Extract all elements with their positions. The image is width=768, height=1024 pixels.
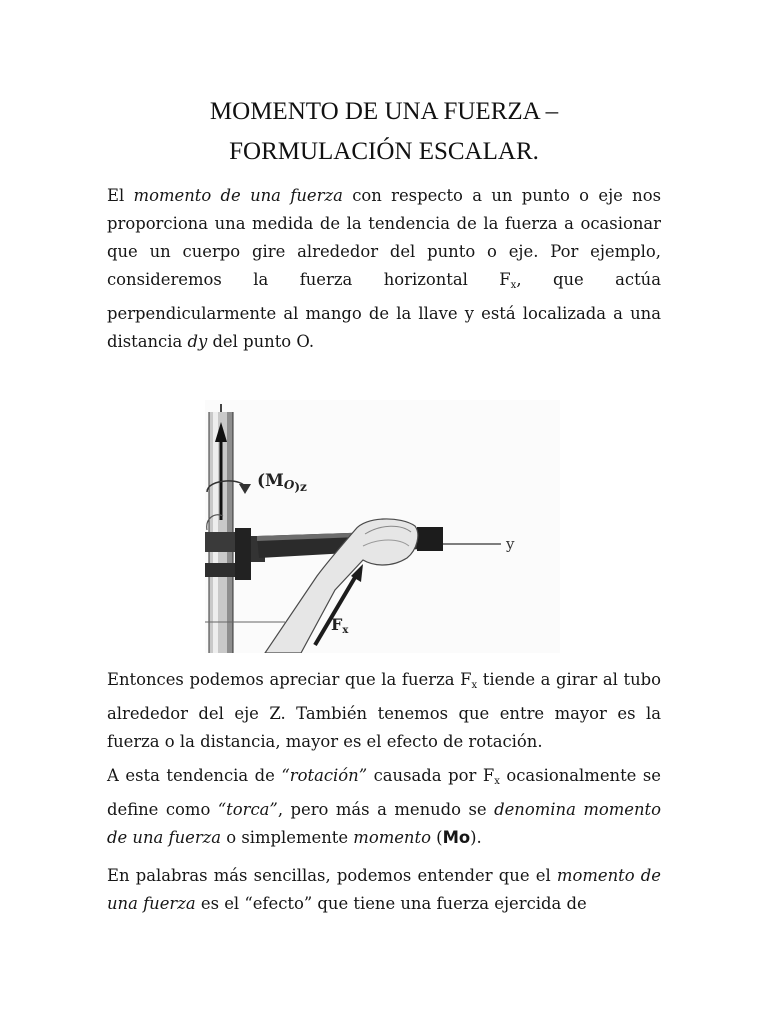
- emphasis-text: “rotación”: [281, 766, 368, 785]
- text: , que actúa perpendicularmente al mango de la llave y está localizada a una distancia: [107, 270, 662, 351]
- text: El: [107, 186, 134, 205]
- text: Entonces podemos apreciar que la fuerza F: [107, 670, 472, 689]
- document-title: [0, 92, 768, 172]
- emphasis-text: denomina momento de una fuerza: [107, 800, 661, 847]
- title-line-1: MOMENTO DE UNA FUERZA –: [209, 98, 559, 125]
- subscript: x: [494, 776, 500, 787]
- emphasis-text: momento: [353, 828, 431, 847]
- bold-text: Mo: [442, 828, 471, 847]
- text: tiende a girar al tubo alrededor del eje Z. También tenemos que entre mayor es la fuerza o la distancia, mayor es el efecto de rotación.: [107, 670, 661, 751]
- paragraph-2: [107, 666, 661, 756]
- text: o simplemente: [221, 828, 354, 847]
- emphasis-text: dy: [187, 332, 208, 351]
- subscript: x: [510, 280, 517, 291]
- text: del punto O.: [207, 332, 315, 351]
- paragraph-intro: [107, 182, 661, 356]
- text: con respecto a un punto o eje nos proporciona una medida de la tendencia de la fuerza a ocasionar que un cuerpo gire alrededor del punto o eje. Por ejemplo, consideremos la fuerza horizontal F: [107, 186, 662, 289]
- text: ).: [470, 828, 482, 847]
- emphasis-text: momento de una fuerza: [133, 186, 343, 205]
- emphasis-text: “torca”: [217, 800, 278, 819]
- subscript: x: [471, 680, 478, 691]
- text: (: [430, 828, 443, 847]
- figure-illustration: [205, 400, 560, 653]
- text: , pero más a menudo se: [277, 800, 495, 819]
- force-label: Fx: [331, 615, 349, 636]
- y-axis-label: y: [506, 535, 515, 553]
- emphasis-text: momento de una fuerza: [107, 866, 661, 913]
- text: es el “efecto” que tiene una fuerza ejercida de: [195, 894, 587, 913]
- paragraph-4: [107, 862, 661, 918]
- moment-label: (MO)z: [257, 471, 307, 494]
- text: A esta tendencia de: [107, 766, 282, 785]
- text: ocasionalmente se define como: [107, 766, 662, 819]
- text: En palabras más sencillas, podemos entender que el: [107, 866, 557, 885]
- text: causada por F: [367, 766, 495, 785]
- wrench-pipe-figure: [205, 400, 560, 653]
- title-line-2: FORMULACIÓN ESCALAR.: [229, 138, 539, 165]
- paragraph-3: [107, 762, 661, 852]
